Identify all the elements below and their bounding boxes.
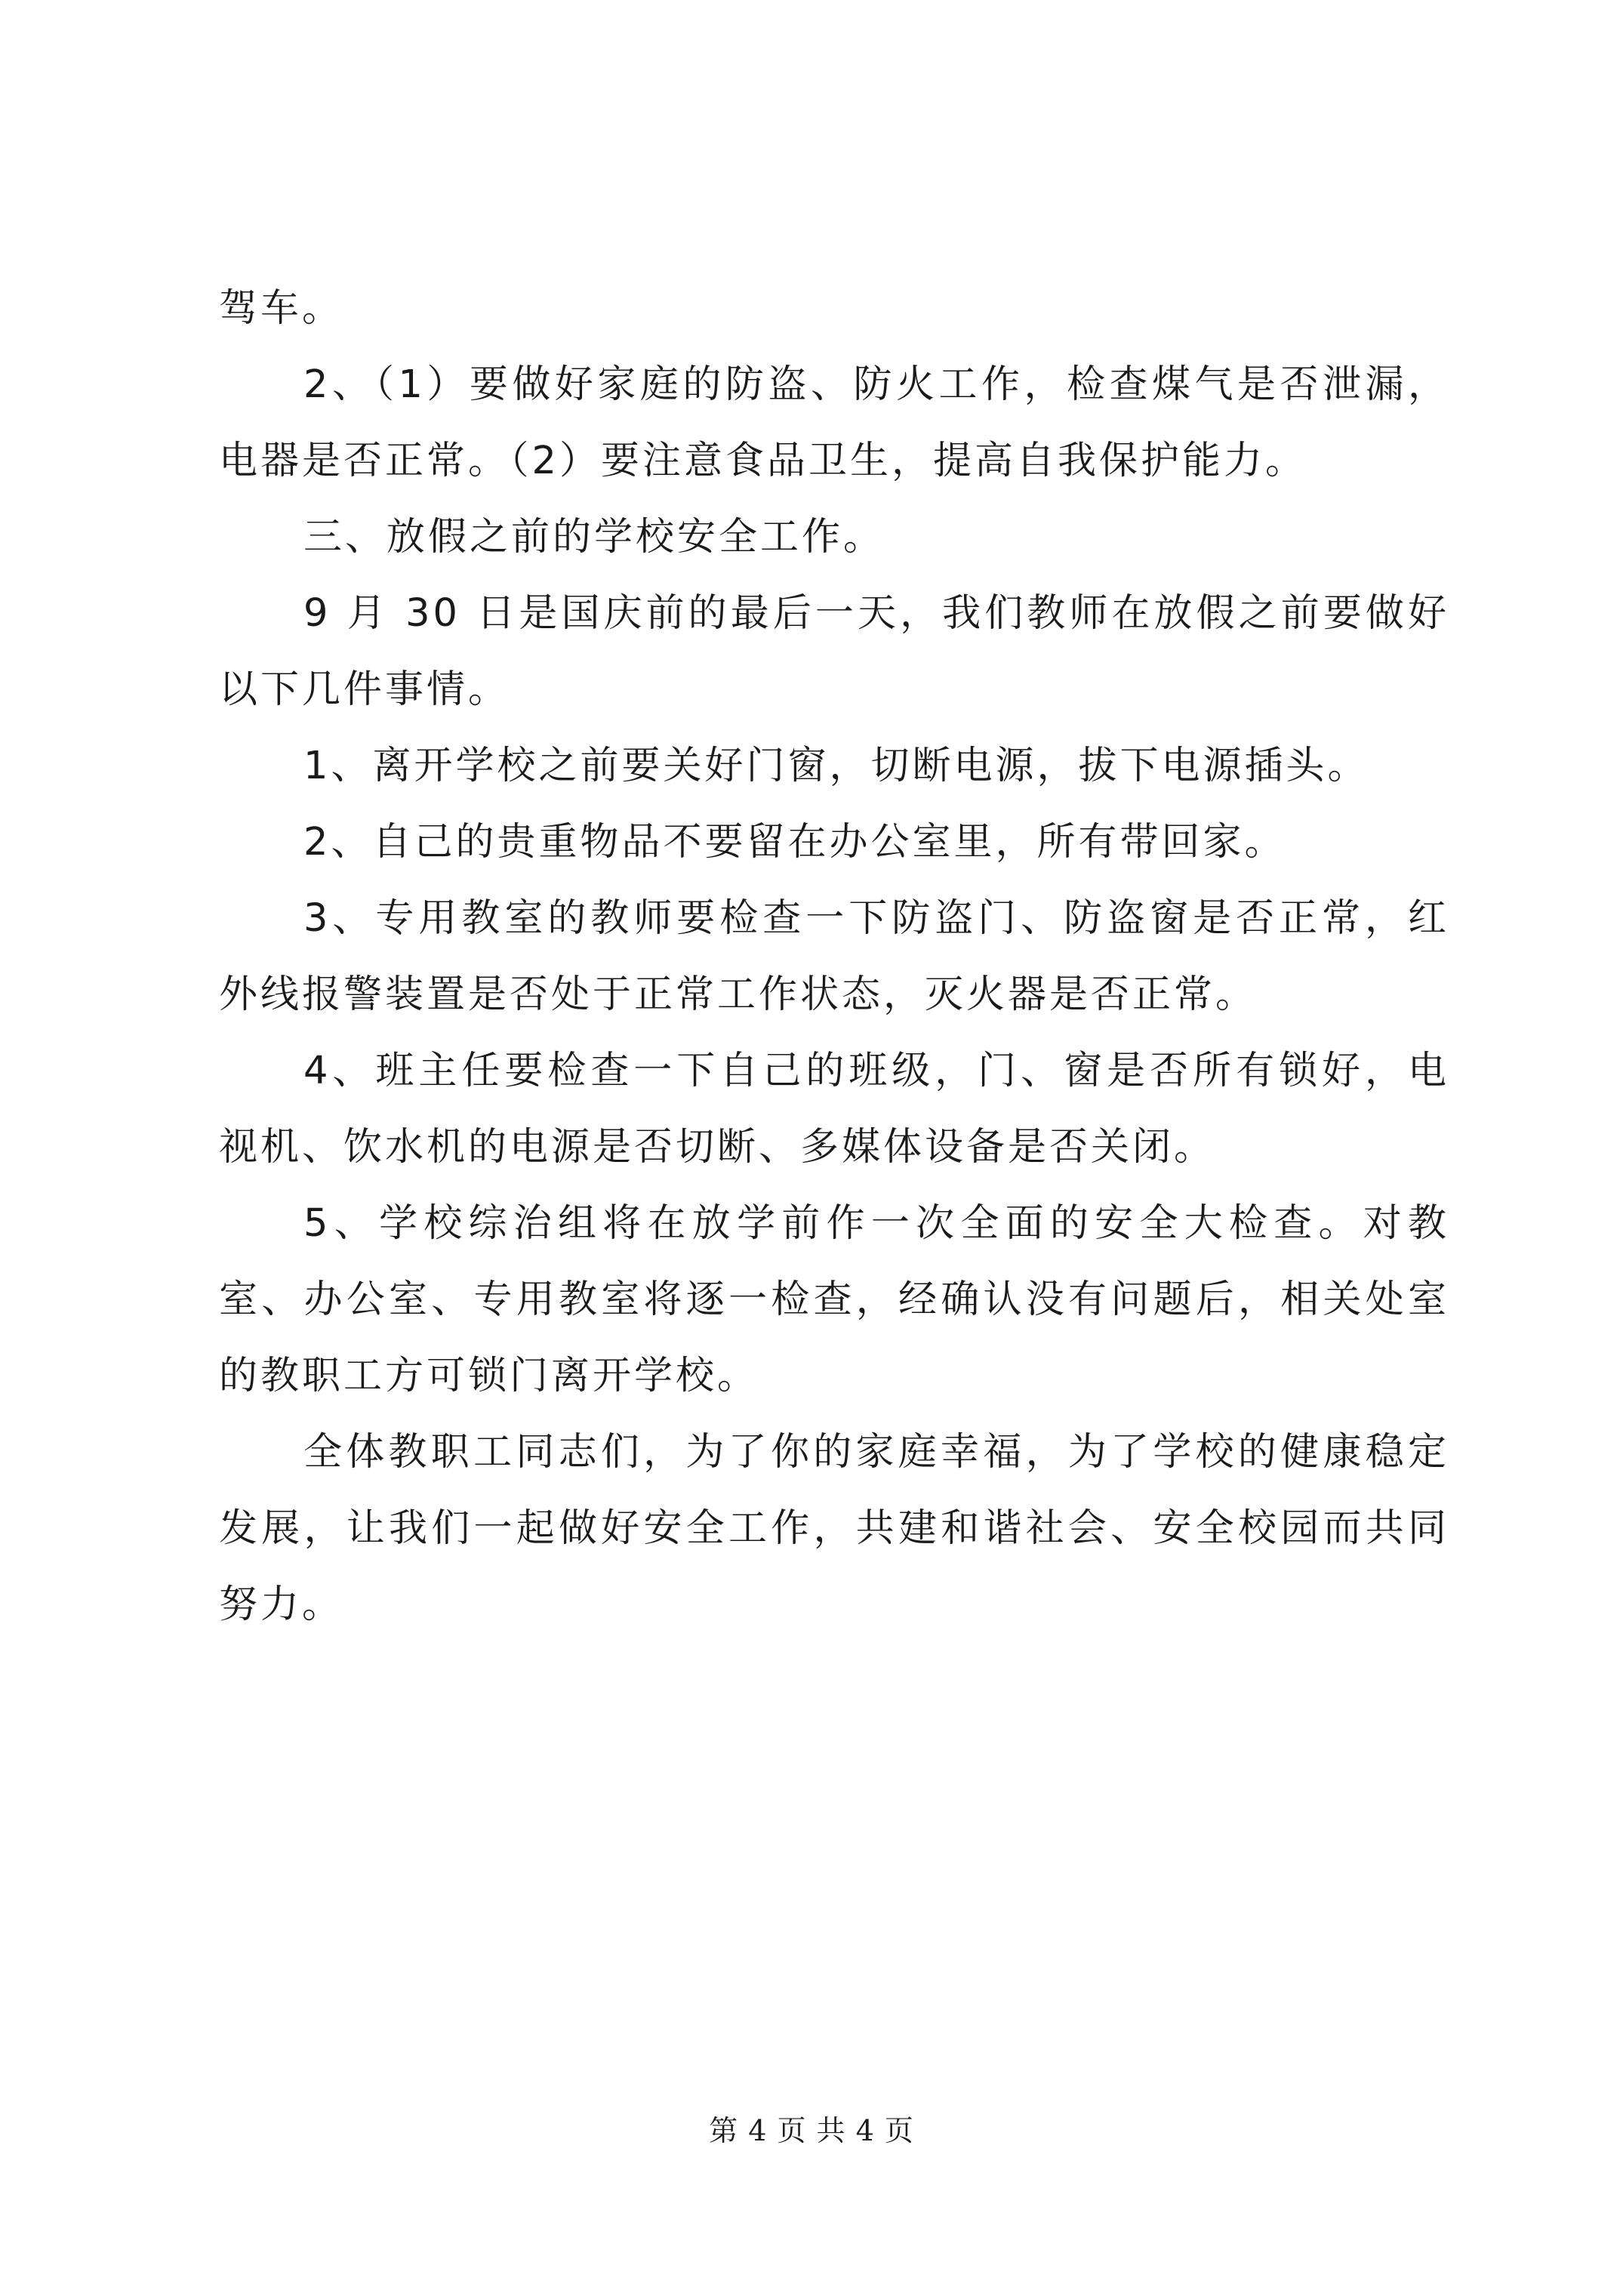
list-item-5: 5、学校综治组将在放学前作一次全面的安全大检查。对教室、办公室、专用教室将逐一检查，经确认没有问题后，相关处室的教职工方可锁门离开学校。 — [219, 1201, 1449, 1398]
paragraph-closing: 全体教职工同志们，为了你的家庭幸福，为了学校的健康稳定发展，让我们一起做好安全工作，共建和谐社会、安全校园而共同努力。 — [219, 1430, 1449, 1627]
list-item-3: 3、专用教室的教师要检查一下防盗门、防盗窗是否正常，红外线报警装置是否处于正常工作状态，灭火器是否正常。 — [219, 896, 1449, 1017]
paragraph-sept-30: 9 月 30 日是国庆前的最后一天，我们教师在放假之前要做好以下几件事情。 — [219, 591, 1449, 712]
list-item-2: 2、自己的贵重物品不要留在办公室里，所有带回家。 — [303, 820, 1286, 864]
page-number-footer: 第 4 页 共 4 页 — [709, 2114, 914, 2147]
paragraph-continuation: 驾车。 — [219, 286, 344, 331]
list-item-4: 4、班主任要检查一下自己的班级，门、窗是否所有锁好，电视机、饮水机的电源是否切断、多媒体设备是否关闭。 — [219, 1049, 1449, 1170]
section-heading-school-safety: 三、放假之前的学校安全工作。 — [303, 515, 885, 559]
paragraph-home-safety: 2、（1）要做好家庭的防盗、防火工作，检查煤气是否泄漏，电器是否正常。（2）要注意食品卫生，提高自我保护能力。 — [219, 362, 1449, 483]
list-item-1: 1、离开学校之前要关好门窗，切断电源，拔下电源插头。 — [303, 744, 1369, 788]
document-body — [219, 270, 1449, 1643]
